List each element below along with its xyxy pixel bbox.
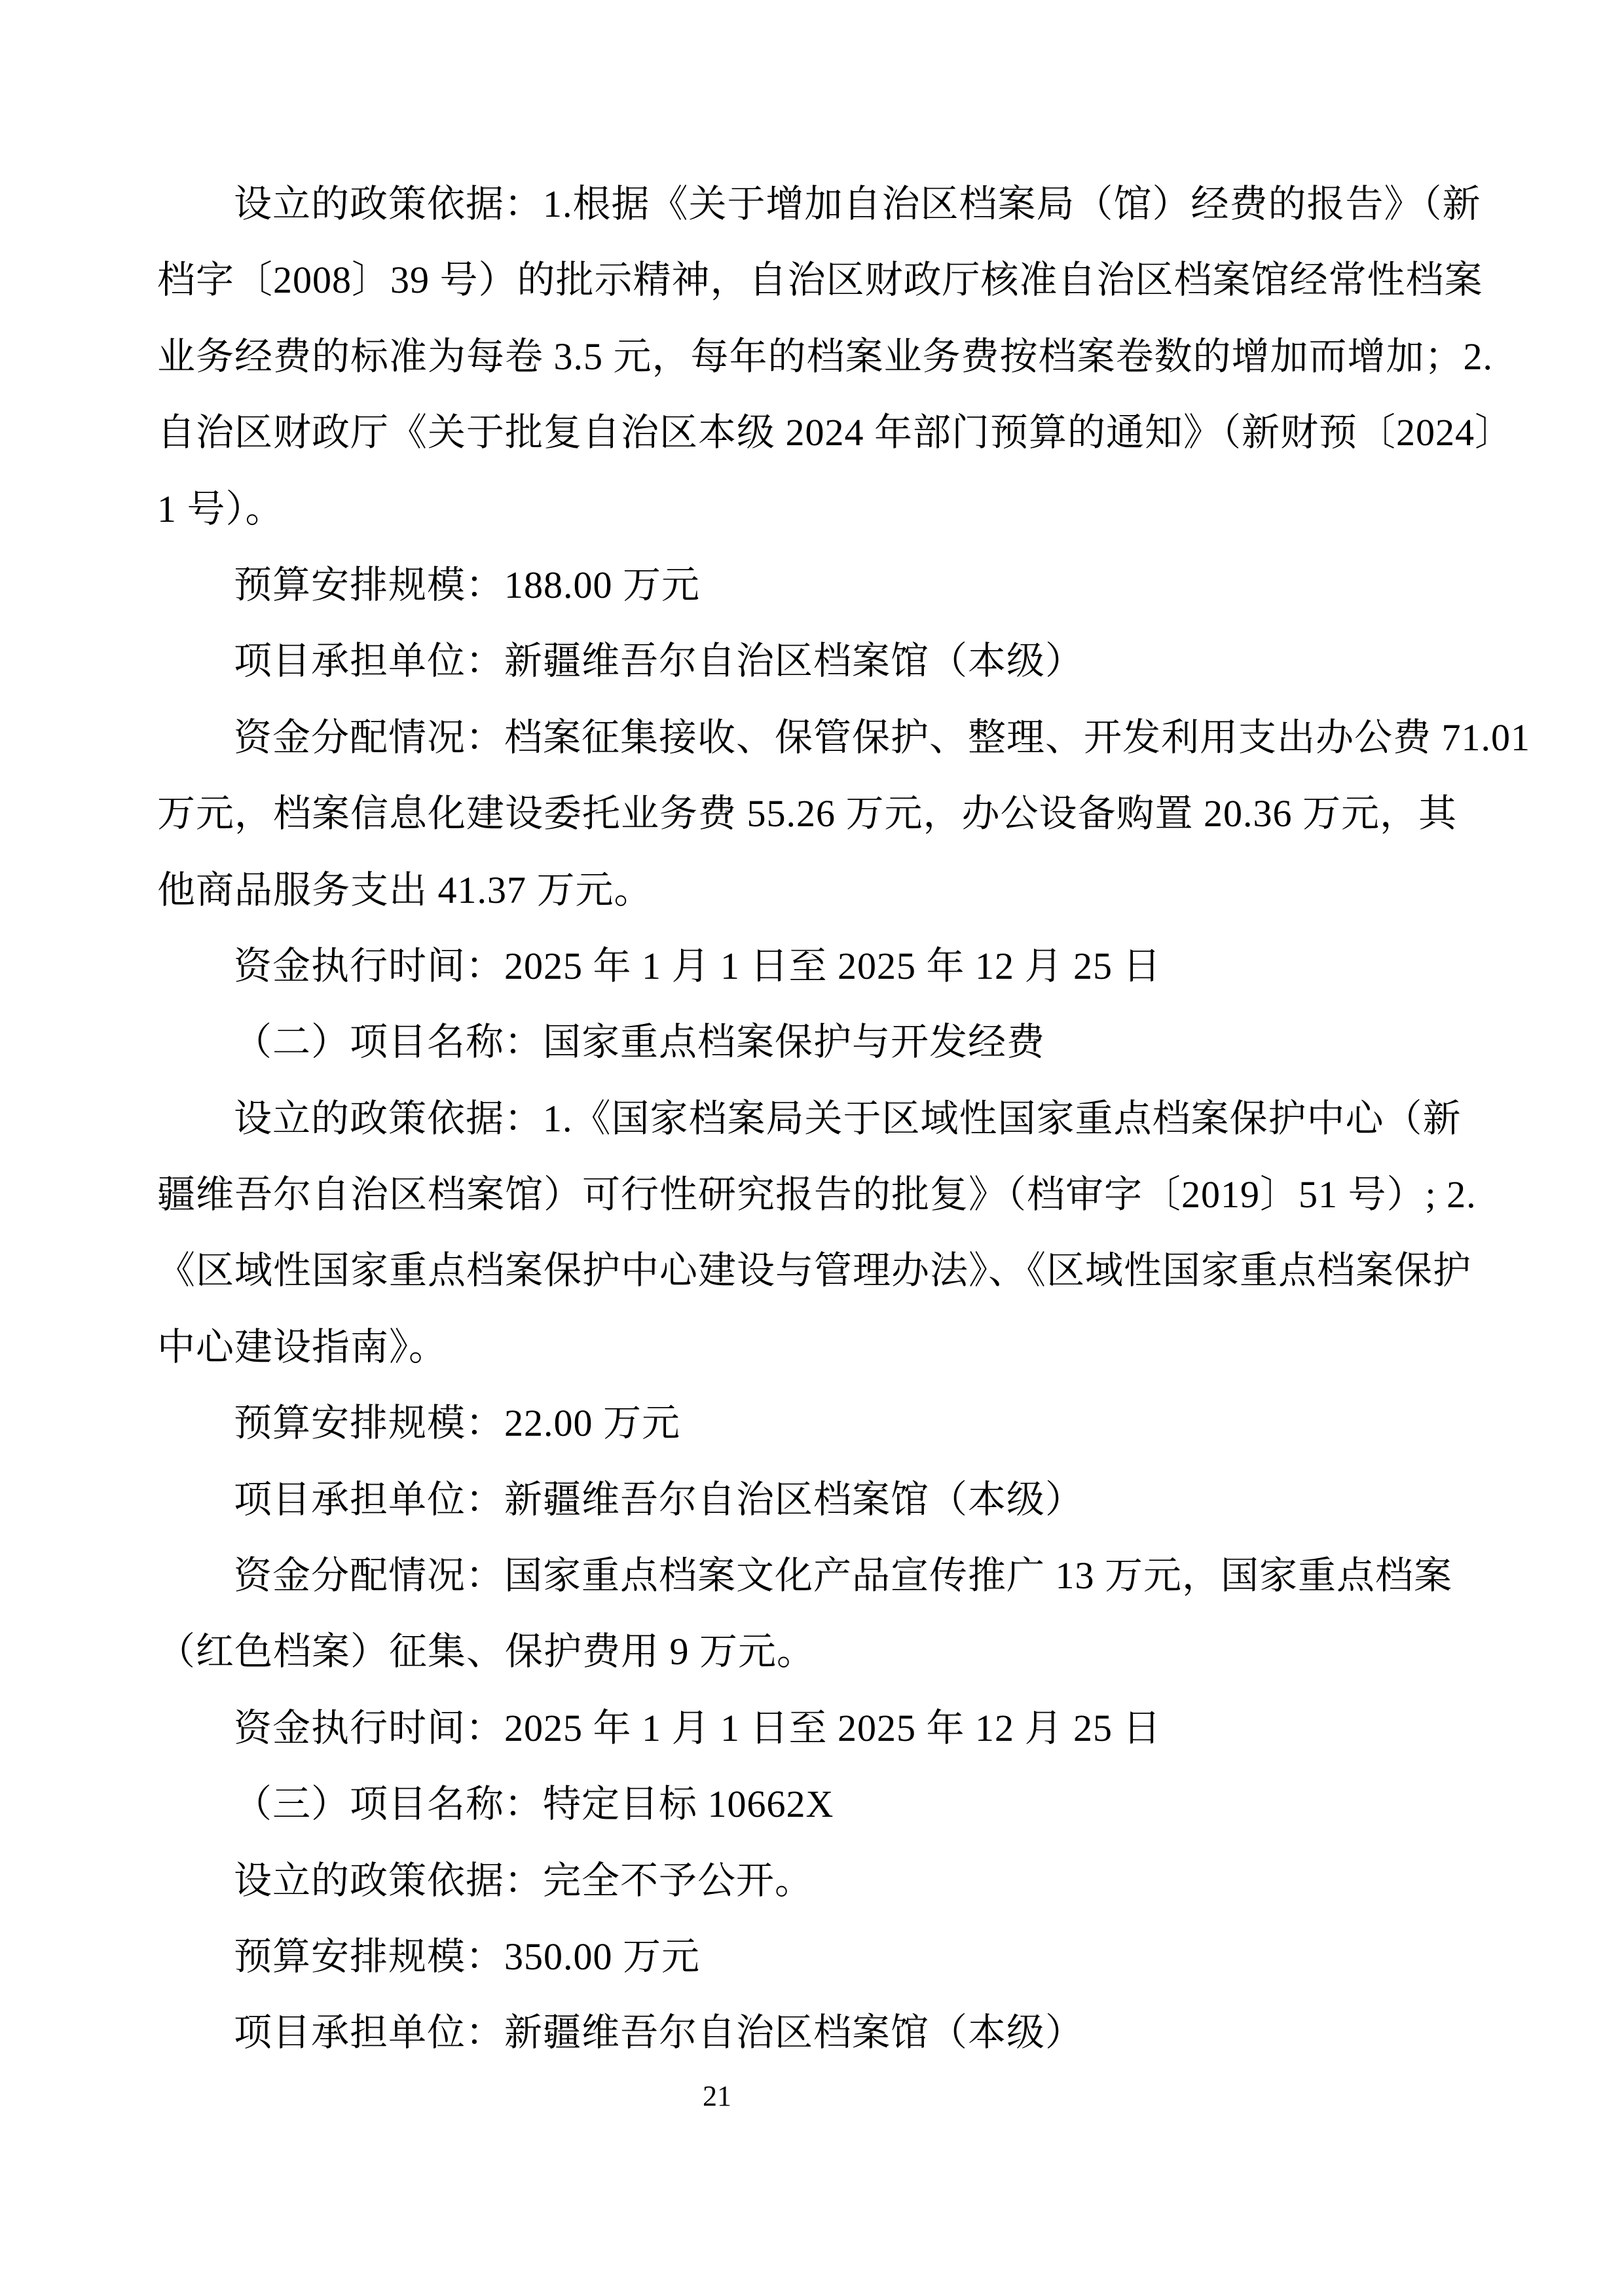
document-text-block bbox=[157, 166, 1531, 2071]
text-line: 中心建设指南》。 bbox=[157, 1325, 448, 1368]
text-line: 业务经费的标准为每卷 3.5 元，每年的档案业务费按档案卷数的增加而增加；2. bbox=[157, 335, 1494, 378]
text-line: 资金执行时间：2025 年 1 月 1 日至 2025 年 12 月 25 日 bbox=[234, 1706, 1162, 1749]
text-line: 项目承担单位：新疆维吾尔自治区档案馆（本级） bbox=[234, 2011, 1084, 2054]
text-line: 资金分配情况：档案征集接收、保管保护、整理、开发利用支出办公费 71.01 bbox=[234, 716, 1531, 759]
text-line: 疆维吾尔自治区档案馆）可行性研究报告的批复》（档审字〔2019〕51 号）; 2. bbox=[157, 1173, 1477, 1216]
text-line: 设立的政策依据：1.《国家档案局关于区域性国家重点档案保护中心（新 bbox=[234, 1097, 1462, 1140]
text-line: 预算安排规模：188.00 万元 bbox=[234, 563, 701, 606]
text-line: 档字〔2008〕39 号）的批示精神，自治区财政厅核准自治区档案馆经常性档案 bbox=[157, 259, 1483, 302]
text-line: 设立的政策依据：完全不予公开。 bbox=[234, 1859, 814, 1902]
text-line: 资金分配情况：国家重点档案文化产品宣传推广 13 万元，国家重点档案 bbox=[234, 1554, 1453, 1597]
page-number: 21 bbox=[703, 2080, 731, 2112]
text-line: 自治区财政厅《关于批复自治区本级 2024 年部门预算的通知》（新财预〔2024〕 bbox=[157, 411, 1514, 454]
text-line: 项目承担单位：新疆维吾尔自治区档案馆（本级） bbox=[234, 640, 1084, 683]
text-line: 项目承担单位：新疆维吾尔自治区档案馆（本级） bbox=[234, 1478, 1084, 1521]
text-line: 预算安排规模：22.00 万元 bbox=[234, 1402, 681, 1445]
text-line: 预算安排规模：350.00 万元 bbox=[234, 1935, 701, 1978]
text-line: 他商品服务支出 41.37 万元。 bbox=[157, 868, 653, 911]
text-line: 1 号）。 bbox=[157, 487, 284, 530]
text-line: 资金执行时间：2025 年 1 月 1 日至 2025 年 12 月 25 日 bbox=[234, 944, 1162, 987]
text-line: 《区域性国家重点档案保护中心建设与管理办法》、《区域性国家重点档案保护 bbox=[157, 1249, 1472, 1292]
text-line: （红色档案）征集、保护费用 9 万元。 bbox=[157, 1630, 816, 1673]
text-line: 设立的政策依据：1.根据《关于增加自治区档案局（馆）经费的报告》（新 bbox=[234, 183, 1481, 225]
text-line: 万元，档案信息化建设委托业务费 55.26 万元，办公设备购置 20.36 万元，其 bbox=[157, 792, 1458, 835]
text-line: （三）项目名称：特定目标 10662X bbox=[234, 1783, 834, 1826]
text-line: （二）项目名称：国家重点档案保护与开发经费 bbox=[234, 1021, 1046, 1064]
